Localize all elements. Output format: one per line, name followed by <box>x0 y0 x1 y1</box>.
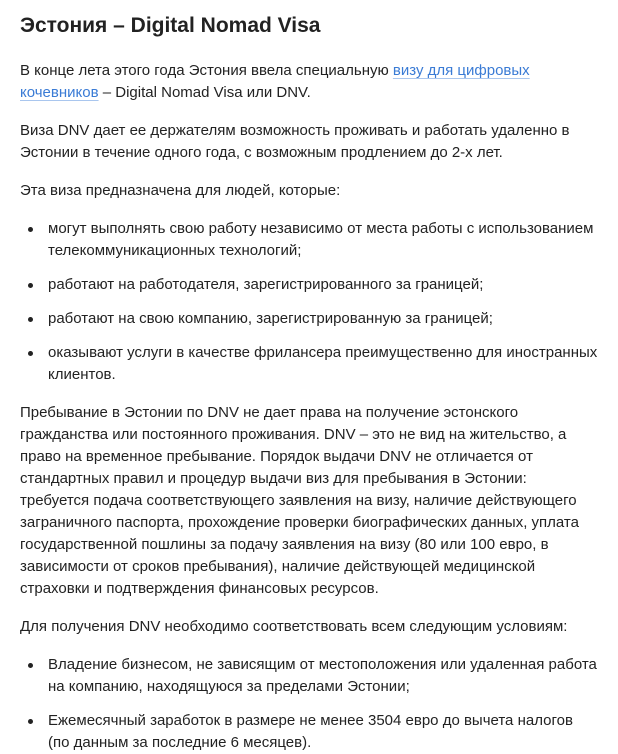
intro-text-after: – Digital Nomad Visa или DNV. <box>98 84 311 101</box>
list-item: Ежемесячный заработок в размере не менее 3504 евро до вычета налогов (по данным за последние 6 месяцев). <box>48 710 598 754</box>
article-title: Эстония – Digital Nomad Visa <box>20 14 321 37</box>
audience-intro-paragraph: Эта виза предназначена для людей, которые: <box>20 182 341 199</box>
intro-text-before: В конце лета этого года Эстония ввела специальную <box>20 62 393 79</box>
duration-paragraph: Виза DNV дает ее держателям возможность проживать и работать удаленно в Эстонии в течение одного года, с возможным продлением до 2-х лет. <box>20 122 570 161</box>
list-item: могут выполнять свою работу независимо от места работы с использованием телекоммуникационных технологий; <box>48 218 598 262</box>
intro-paragraph <box>20 60 598 104</box>
digital-nomad-visa-link[interactable]: визу для цифровых кочевников <box>20 62 530 101</box>
conditions-intro-paragraph: Для получения DNV необходимо соответствовать всем следующим условиям: <box>20 618 568 635</box>
list-item: работают на работодателя, зарегистрированного за границей; <box>48 274 598 296</box>
list-item: работают на свою компанию, зарегистрированную за границей; <box>48 308 598 330</box>
audience-list <box>20 218 598 386</box>
list-item: Владение бизнесом, не зависящим от местоположения или удаленная работа на компанию, находящуюся за пределами Эстонии; <box>48 654 598 698</box>
list-item: оказывают услуги в качестве фрилансера преимущественно для иностранных клиентов. <box>48 342 598 386</box>
conditions-list <box>20 654 598 754</box>
rights-paragraph: Пребывание в Эстонии по DNV не дает права на получение эстонского гражданства или постоянного проживания. DNV – это не вид на жительство, а право на временное пребывание. Порядок выдачи DNV не отличается от стандартных правил и процедур выдачи виз для пребывания в Эстонии: требуется подача соответствующего заявления на визу, наличие действующего заграничного паспорта, прохождение проверки биографических данных, уплата государственной пошлины за подачу заявления на визу (80 или 100 евро, в зависимости от сроков пребывания), наличие действующей медицинской страховки и подтверждения финансовых ресурсов. <box>20 404 579 597</box>
